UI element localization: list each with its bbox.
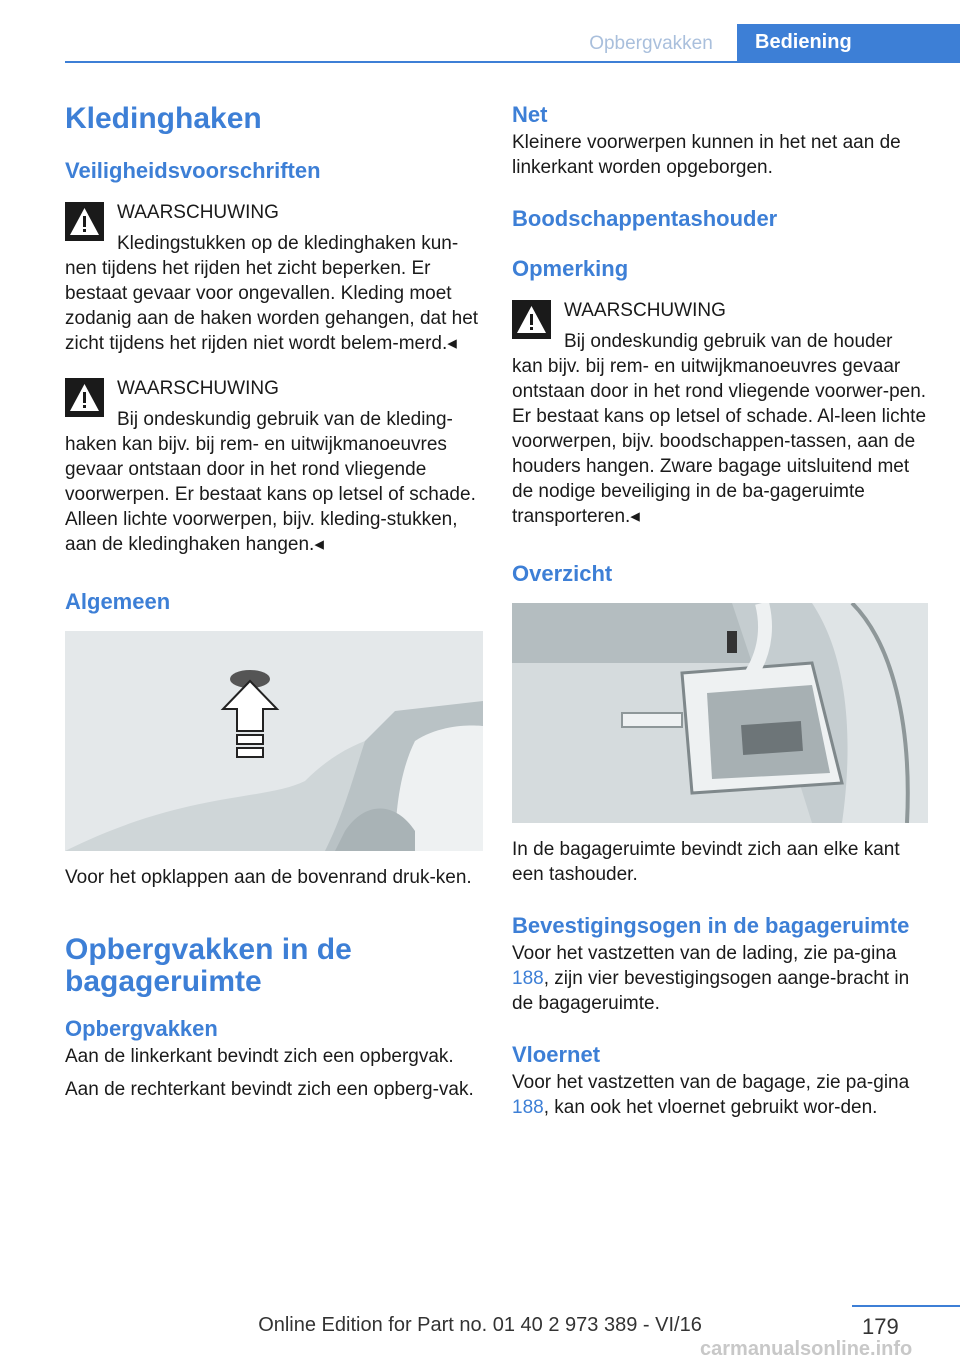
clothes-hook-illustration — [65, 631, 483, 851]
page-ref-link[interactable]: 188 — [512, 1097, 544, 1118]
watermark: carmanualsonline.info — [700, 1338, 913, 1360]
storage-text-2: Aan de rechterkant bevindt zich een opberg-vak. — [65, 1079, 474, 1100]
heading-bag-holder: Boodschappentashouder — [512, 206, 778, 231]
tie-down-text-post: , zijn vier bevestigingsogen aange-bracht in de bagageruimte. — [512, 968, 910, 1014]
general-text: Voor het opklappen aan de bovenrand druk-ken. — [65, 867, 472, 888]
heading-net: Net — [512, 102, 548, 127]
heading-clothes-hooks: Kledinghaken — [65, 102, 262, 135]
warning-label: WAARSCHUWING — [117, 202, 279, 223]
luggage-compartment-illustration — [512, 603, 928, 823]
left-column — [65, 100, 483, 1102]
floor-net-text-pre: Voor het vastzetten van de bagage, zie pa-gina — [512, 1072, 910, 1093]
right-column — [512, 100, 928, 1120]
heading-note: Opmerking — [512, 256, 629, 281]
header-rule — [65, 61, 960, 63]
floor-net-text-post: , kan ook het vloernet gebruikt wor-den. — [543, 1097, 878, 1118]
heading-tie-down-eyes: Bevestigingsogen in de bagageruimte — [512, 913, 910, 938]
heading-storage: Opbergvakken — [65, 1016, 218, 1041]
floor-net-text — [512, 1070, 928, 1120]
figure-luggage-compartment — [512, 603, 928, 823]
net-text: Kleinere voorwerpen kunnen in het net aan de linkerkant worden opgeborgen. — [512, 132, 901, 178]
storage-text-1: Aan de linkerkant bevindt zich een opbergvak. — [65, 1046, 454, 1067]
warning-block-1 — [65, 200, 483, 356]
footer-edition: Online Edition for Part no. 01 40 2 973 389 - VI/16 — [258, 1314, 702, 1336]
heading-floor-net: Vloernet — [512, 1042, 601, 1067]
header-chapter-tab: Bediening — [737, 24, 960, 61]
warning-label: WAARSCHUWING — [117, 378, 279, 399]
warning-text-first: Bij ondeskundig gebruik van de houder — [564, 331, 893, 352]
warning-label: WAARSCHUWING — [564, 300, 726, 321]
page-number: 179 — [862, 1314, 899, 1339]
tie-down-text — [512, 941, 928, 1016]
heading-storage-luggage: Opbergvakken in de bagageruimte — [65, 933, 352, 998]
tie-down-text-pre: Voor het vastzetten van de lading, zie pa-gina — [512, 943, 897, 964]
heading-general: Algemeen — [65, 589, 171, 614]
warning-text-rest: haken kan bijv. bij rem- en uitwijkmanoeuvres gevaar ontstaan door in het rond vliegende voorwerpen. Er bestaat kans op letsel of schade. Alleen lichte voorwerpen, bijv. kleding-stukken, aan de kledinghaken hangen.◂ — [65, 434, 476, 555]
warning-triangle-icon — [512, 300, 551, 339]
warning-text-rest: kan bijv. bij rem- en uitwijkmanoeuvres gevaar ontstaan door in het rond vliegende voorwer-pen. Er bestaat kans op letsel of schade. Al-leen lichte voorwerpen, bijv. boodschappen-tassen, aan de houders hangen. Zware bagage uitsluitend met de nodige beveiliging in de ba-gageruimte transporteren.◂ — [512, 356, 927, 527]
warning-text-first: Kledingstukken op de kledinghaken kun- — [117, 233, 459, 254]
warning-triangle-icon — [65, 378, 104, 417]
warning-block-2 — [65, 376, 483, 557]
warning-block-3 — [512, 298, 928, 529]
warning-text-first: Bij ondeskundig gebruik van de kleding- — [117, 409, 453, 430]
page-ref-link[interactable]: 188 — [512, 968, 544, 989]
heading-overview: Overzicht — [512, 561, 613, 586]
page-number-rule — [852, 1305, 960, 1307]
warning-text-rest: nen tijdens het rijden het zicht beperken. Er bestaat gevaar voor ongevallen. Kleding moet zodanig aan de haken worden gehangen, dat het zicht tijdens het rijden niet wordt belem-merd.◂ — [65, 258, 479, 354]
heading-safety: Veiligheidsvoorschriften — [65, 158, 321, 183]
figure-clothes-hook — [65, 631, 483, 851]
warning-triangle-icon — [65, 202, 104, 241]
header-section-tab: Opbergvakken — [589, 33, 713, 54]
overview-text: In de bagageruimte bevindt zich aan elke kant een tashouder. — [512, 839, 900, 885]
